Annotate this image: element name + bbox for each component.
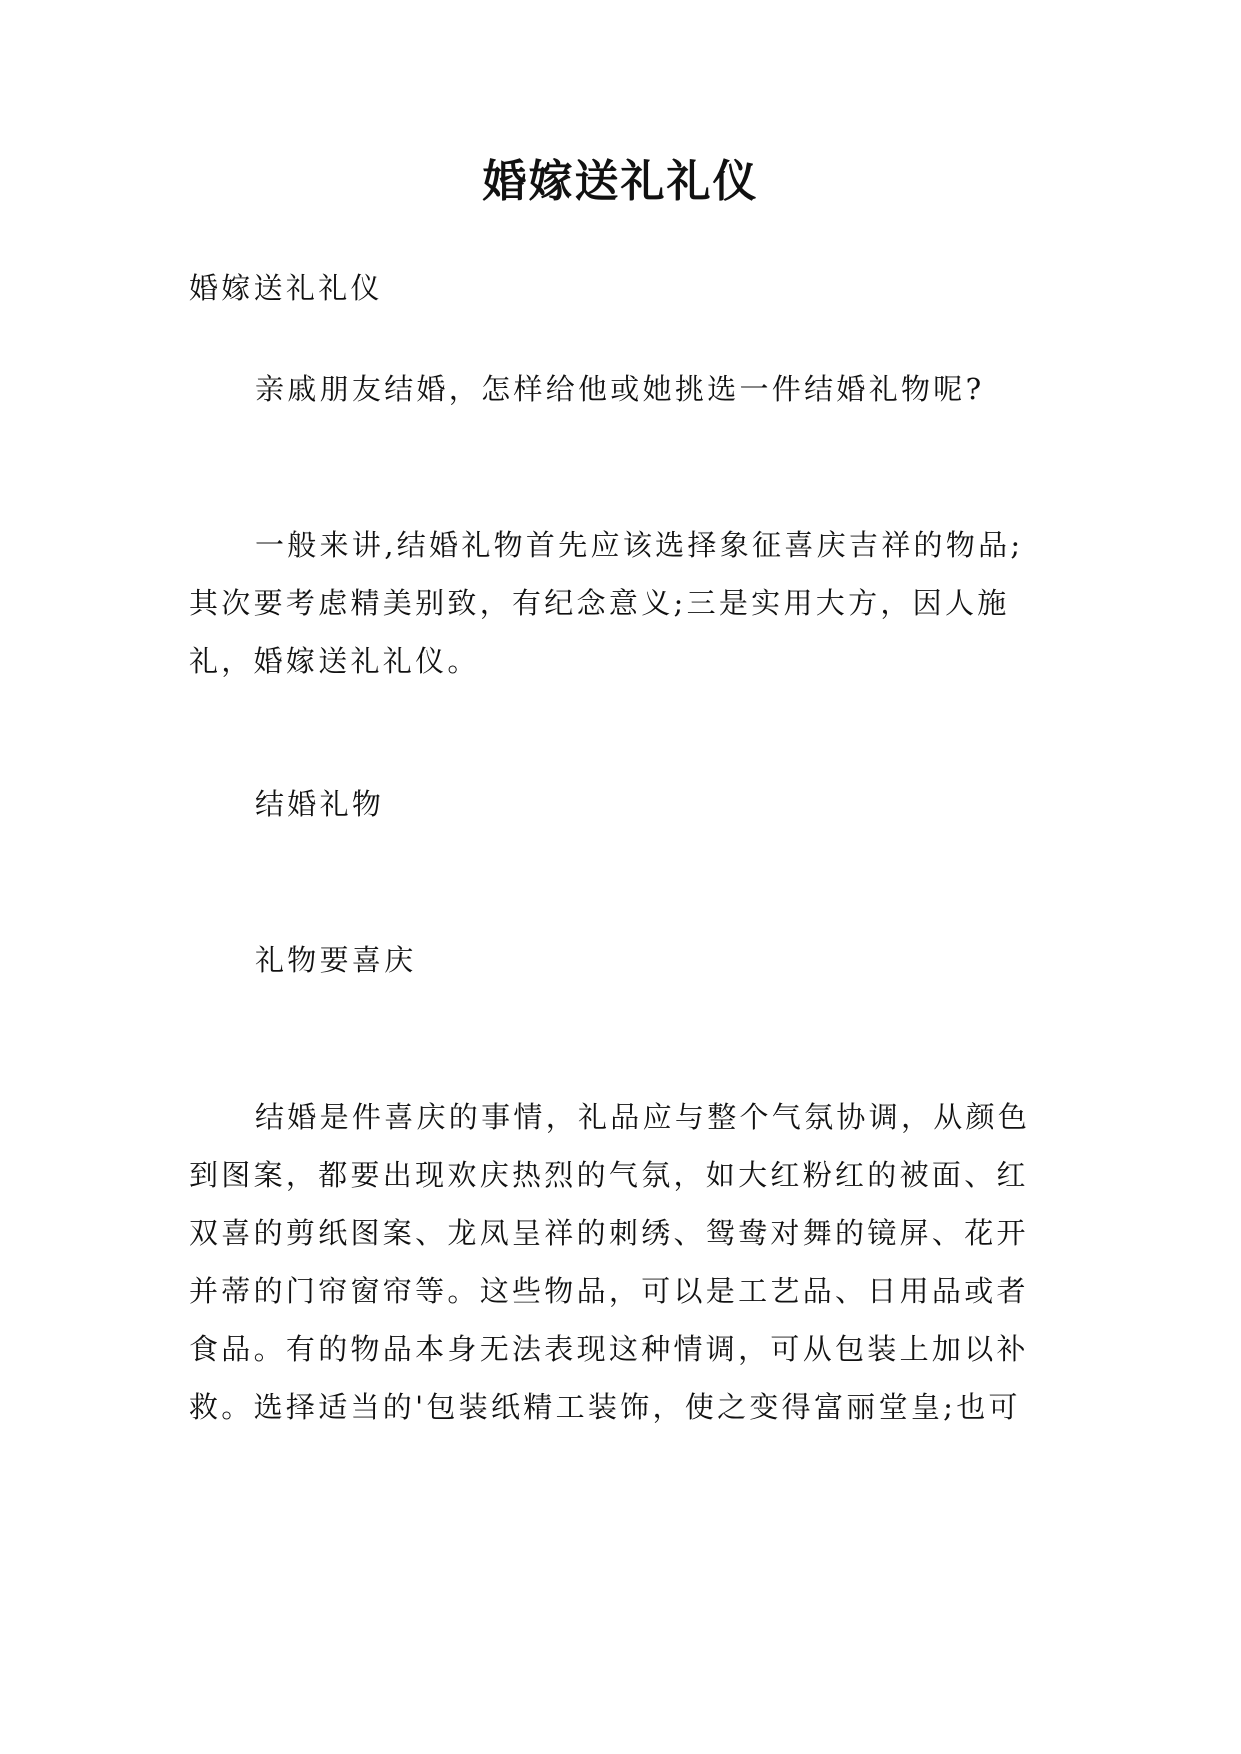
document-subtitle: 婚嫁送礼礼仪: [189, 271, 383, 305]
section-heading-festive-gifts: 礼物要喜庆: [255, 943, 417, 977]
paragraph-1: 亲戚朋友结婚，怎样给他或她挑选一件结婚礼物呢?: [255, 372, 985, 406]
paragraph-3: 结婚是件喜庆的事情，礼品应与整个气氛协调，从颜色到图案，都要出现欢庆热烈的气氛，如大红粉红的被面、红双喜的剪纸图案、龙凤呈祥的刺绣、鸳鸯对舞的镜屏、花开并蒂的门帘窗帘等。这些物品，可以是工艺品、日用品或者食品。有的物品本身无法表现这种情调，可从包装上加以补救。选择适当的'包装纸精工装饰，使之变得富丽堂皇;也可: [189, 1100, 1031, 1424]
section-heading-wedding-gifts: 结婚礼物: [255, 787, 385, 821]
document-title: 婚嫁送礼礼仪: [482, 156, 759, 207]
paragraph-2: 一般来讲,结婚礼物首先应该选择象征喜庆吉祥的物品;其次要考虑精美别致，有纪念意义;三是实用大方，因人施礼，婚嫁送礼礼仪。: [189, 528, 1024, 678]
